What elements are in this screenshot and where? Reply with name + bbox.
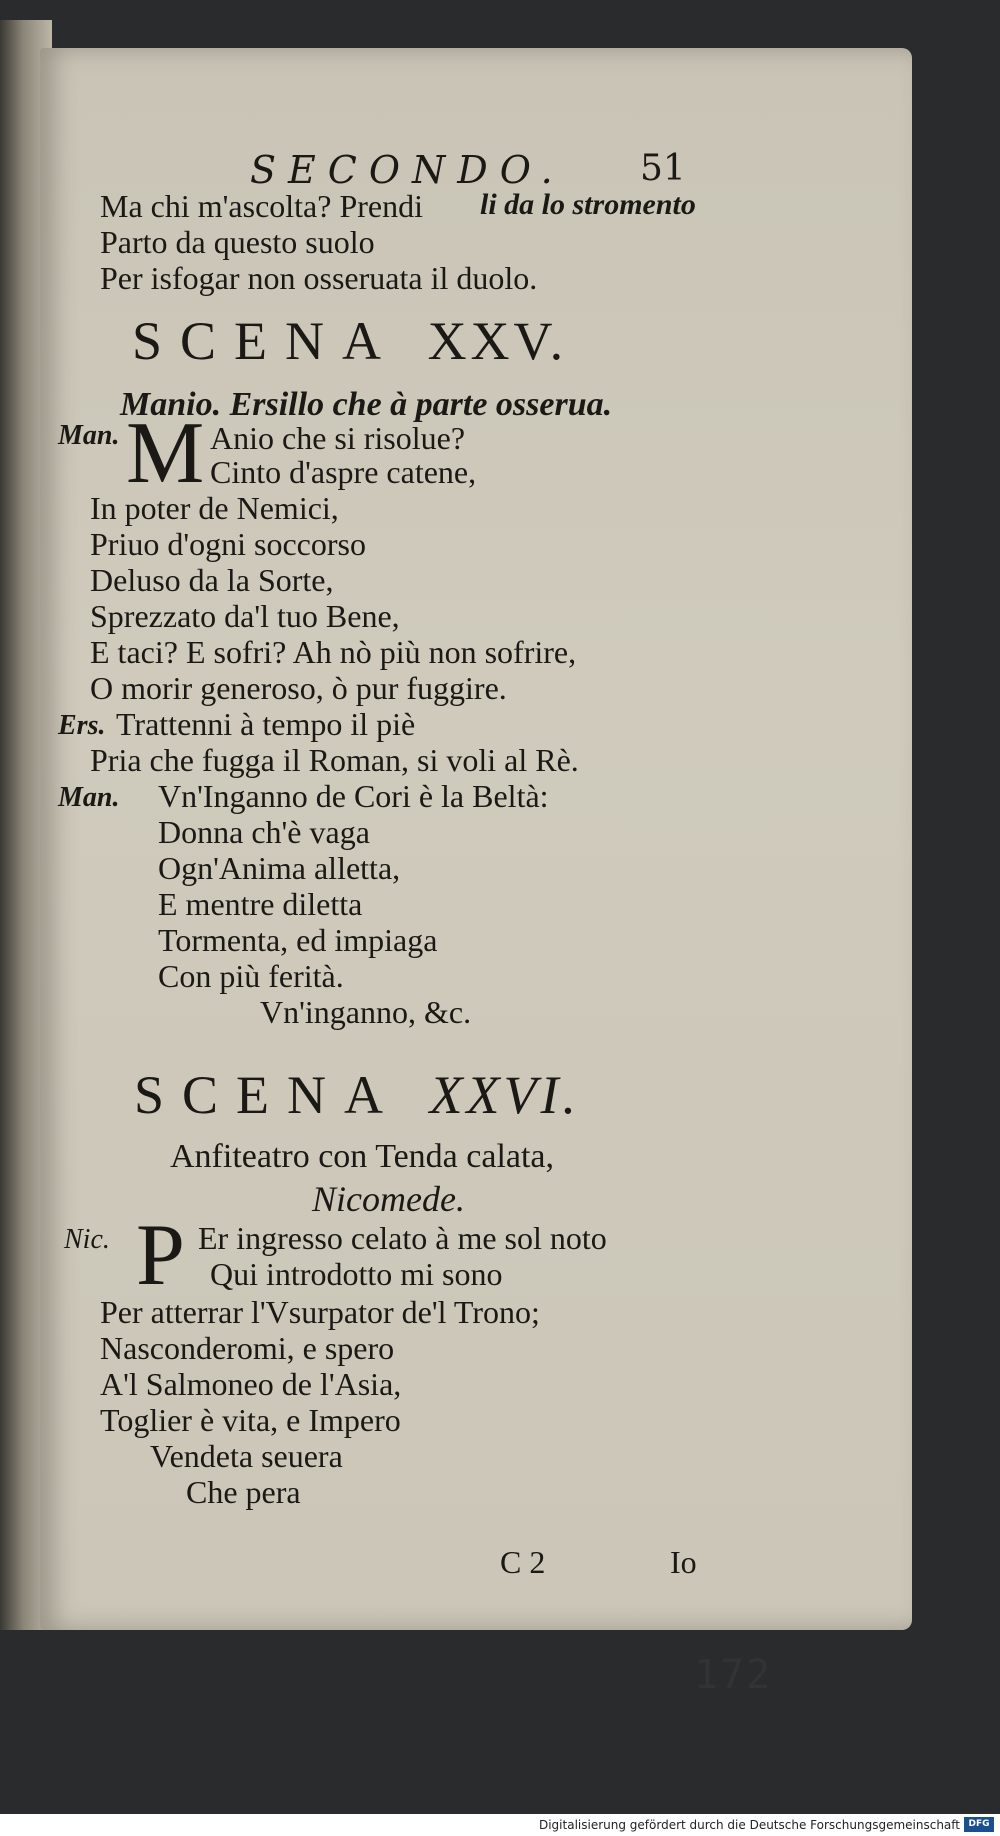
drop-cap: P — [136, 1207, 185, 1304]
scene-personae: Manio. Ersillo che à parte osserua. — [120, 386, 613, 423]
verse-line: Ogn'Anima alletta, — [158, 850, 401, 886]
verse-line: Donna ch'è vaga — [158, 814, 370, 850]
verse-line: E taci? E sofri? Ah nò più non sofrire, — [90, 634, 577, 670]
book-page — [40, 48, 912, 1698]
verse-line: Cinto d'aspre catene, — [210, 454, 477, 490]
verse-line: Anio che si risolue? — [210, 420, 466, 456]
verse-line: Nasconderomi, e spero — [100, 1330, 395, 1366]
verse-line: Toglier è vita, e Impero — [100, 1402, 401, 1438]
verse-line: Vendeta seuera — [150, 1438, 343, 1474]
verse-line: Qui introdotto mi sono — [210, 1256, 503, 1292]
verse-line: Per atterrar l'Vsurpator de'l Trono; — [100, 1294, 540, 1330]
verse-line: E mentre diletta — [158, 886, 363, 922]
verse-line: In poter de Nemici, — [90, 490, 339, 526]
verse-line: Parto da questo suolo — [100, 224, 375, 260]
verse-line: Trattenni à tempo il piè — [116, 706, 416, 742]
verse-line: Sprezzato da'l tuo Bene, — [90, 598, 400, 634]
drop-cap: M — [126, 405, 205, 502]
catchword: Io — [670, 1544, 697, 1580]
scene-heading-25: SCENA XXV. — [132, 311, 568, 371]
verse-line: Ma chi m'ascolta? Prendi — [100, 188, 423, 224]
running-head: SECONDO. — [250, 148, 565, 192]
verse-line: Tormenta, ed impiaga — [158, 922, 438, 958]
scene-persona: Nicomede. — [312, 1179, 465, 1219]
footer-credit: Digitalisierung gefördert durch die Deutsche Forschungsgemeinschaft — [538, 1818, 960, 1832]
digitization-footer — [0, 1814, 1000, 1836]
scene-setting: Anfiteatro con Tenda calata, — [170, 1138, 555, 1175]
verse-line: O morir generoso, ò pur fuggire. — [90, 670, 507, 706]
verse-line: A'l Salmoneo de l'Asia, — [100, 1366, 402, 1402]
verse-line: Priuo d'ogni soccorso — [90, 526, 366, 562]
verse-line: Con più ferità. — [158, 958, 344, 994]
speaker-label: Ers. — [58, 710, 106, 741]
page-number: 51 — [640, 148, 686, 189]
signature-mark: C 2 — [500, 1544, 546, 1580]
verse-line: Che pera — [186, 1474, 301, 1510]
scene-heading-26: SCENA XXVI. — [134, 1065, 581, 1125]
verse-line: Vn'Inganno de Cori è la Beltà: — [158, 778, 549, 814]
speaker-label: Nic. — [64, 1224, 110, 1255]
dfg-logo: DFG — [964, 1817, 994, 1832]
verse-line: Deluso da la Sorte, — [90, 562, 334, 598]
speaker-label: Man. — [58, 420, 120, 451]
verse-line: Er ingresso celato à me sol noto — [198, 1220, 607, 1256]
verse-line: Pria che fugga il Roman, si voli al Rè. — [90, 742, 579, 778]
verse-line: Per isfogar non osseruata il duolo. — [100, 260, 538, 296]
verse-line: Vn'inganno, &c. — [260, 994, 472, 1030]
handwritten-number: 172 — [694, 1652, 773, 1698]
stage-direction: li da lo stromento — [480, 188, 696, 221]
speaker-label: Man. — [58, 782, 120, 813]
